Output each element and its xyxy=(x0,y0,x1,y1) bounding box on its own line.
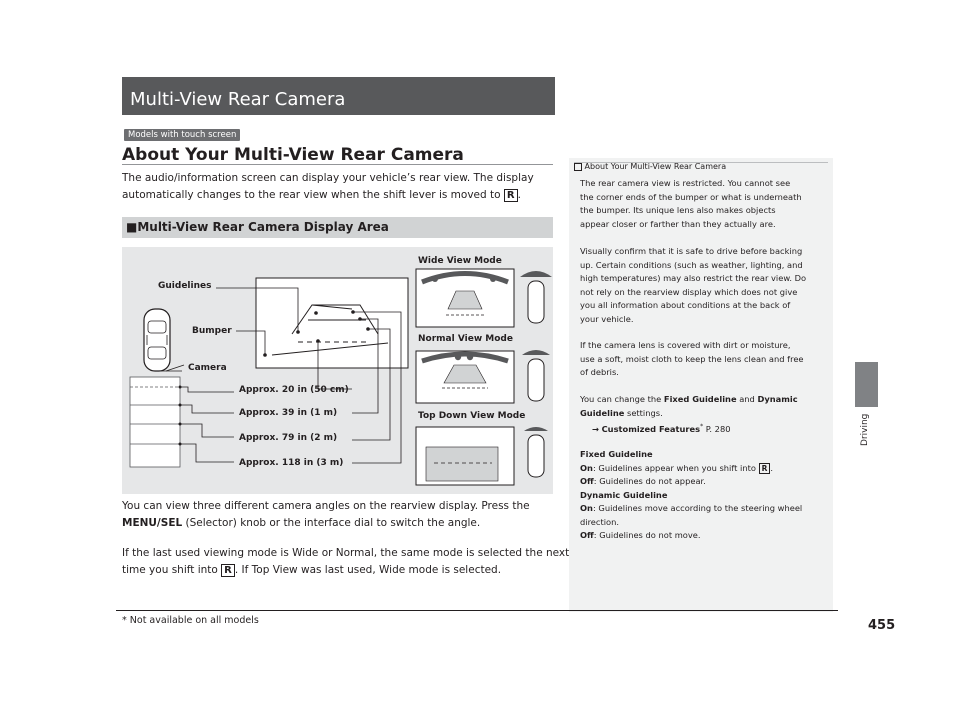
intro-line-2 xyxy=(122,187,521,204)
body2-line-1: If the last used viewing mode is Wide or Normal, the same mode is selected the next xyxy=(122,547,570,559)
mini-car-icons xyxy=(528,281,544,477)
car-top-icon xyxy=(144,309,170,371)
body2-line-2 xyxy=(122,562,501,579)
sidebar-p1: The rear camera view is restricted. You cannot see the corner ends of the bumper or what is underneath the bumper. Its unique lens also makes objects appear closer or farther than they actually are. xyxy=(580,178,802,229)
page-number: 455 xyxy=(868,618,896,633)
sidebar-p2: Visually confirm that it is safe to drive before backing up. Certain conditions (such as weather, lighting, and high temperatures) may also restrict the rear view. Do not rely on the rearview display which does not give you all information about conditions at the back of your vehicle. xyxy=(580,246,807,324)
chapter-label: Driving xyxy=(860,413,870,446)
arrow-icon: → xyxy=(592,423,599,434)
label-dist-118: Approx. 118 in (3 m) xyxy=(239,458,344,468)
label-guidelines: Guidelines xyxy=(158,281,212,291)
sidebar-heading xyxy=(574,160,726,174)
body1-line-2 xyxy=(122,515,480,532)
chapter-tab xyxy=(855,362,878,407)
xref-link[interactable]: → Customized Features* P. 280 xyxy=(592,423,731,434)
subsection-heading: ■Multi-View Rear Camera Display Area xyxy=(126,220,389,234)
sidebar-p3: If the camera lens is covered with dirt or moisture, use a soft, moist cloth to keep the lens clean and free of debris. xyxy=(580,340,804,377)
footer-rule xyxy=(116,610,838,611)
reverse-key-3: R xyxy=(759,463,771,474)
note-icon xyxy=(574,163,582,171)
footnote: * Not available on all models xyxy=(122,615,259,626)
intro-line-1: The audio/information screen can display your vehicle’s rear view. The display xyxy=(122,172,534,184)
label-dist-39: Approx. 39 in (1 m) xyxy=(239,408,338,418)
distance-leaders xyxy=(180,387,234,462)
intro-end: . xyxy=(517,189,521,201)
intro-text: automatically changes to the rear view when the shift lever is moved to xyxy=(122,189,501,201)
label-top-view: Top Down View Mode xyxy=(418,411,526,421)
sidebar-fixed: Fixed Guideline On: Guidelines appear when you shift into R . Off: Guidelines do not appear. Dynamic Guideline On: Guidelines move according to the steering wheel direction. Off: Guidelines do not move. xyxy=(580,449,803,540)
section-heading: About Your Multi-View Rear Camera xyxy=(122,145,464,165)
page-title-bar xyxy=(122,77,555,115)
body1-rest: (Selector) knob or the interface dial to switch the angle. xyxy=(182,517,481,529)
label-dist-20: Approx. 20 in (50 cm) xyxy=(239,385,349,395)
body2-text: time you shift into xyxy=(122,564,218,576)
reverse-key: R xyxy=(504,189,518,202)
label-bumper: Bumper xyxy=(192,326,232,336)
heading-rule xyxy=(122,164,553,165)
sidebar-settings: You can change the Fixed Guideline and Dynamic Guideline settings. → Customized Features* P. 280 xyxy=(580,393,798,436)
body2-rest: . If Top View was last used, Wide mode is selected. xyxy=(234,564,502,576)
menu-sel-label: MENU/SEL xyxy=(122,517,183,529)
label-camera: Camera xyxy=(188,363,227,373)
label-dist-79: Approx. 79 in (2 m) xyxy=(239,433,338,443)
reverse-key-2: R xyxy=(221,564,235,577)
label-wide-view: Wide View Mode xyxy=(418,256,502,266)
top-down-view-thumbnail xyxy=(416,427,514,485)
label-normal-view: Normal View Mode xyxy=(418,334,513,344)
normal-view-thumbnail xyxy=(416,351,514,403)
models-tag: Models with touch screen xyxy=(124,129,240,141)
sidebar-heading-text: About Your Multi-View Rear Camera xyxy=(584,162,727,171)
subsection-bar xyxy=(122,217,553,238)
camera-diagram xyxy=(122,247,553,494)
body1-line-1: You can view three different camera angles on the rearview display. Press the xyxy=(122,500,530,512)
wide-view-thumbnail xyxy=(416,269,514,327)
distance-panel xyxy=(130,377,180,467)
page-title: Multi-View Rear Camera xyxy=(130,89,346,110)
